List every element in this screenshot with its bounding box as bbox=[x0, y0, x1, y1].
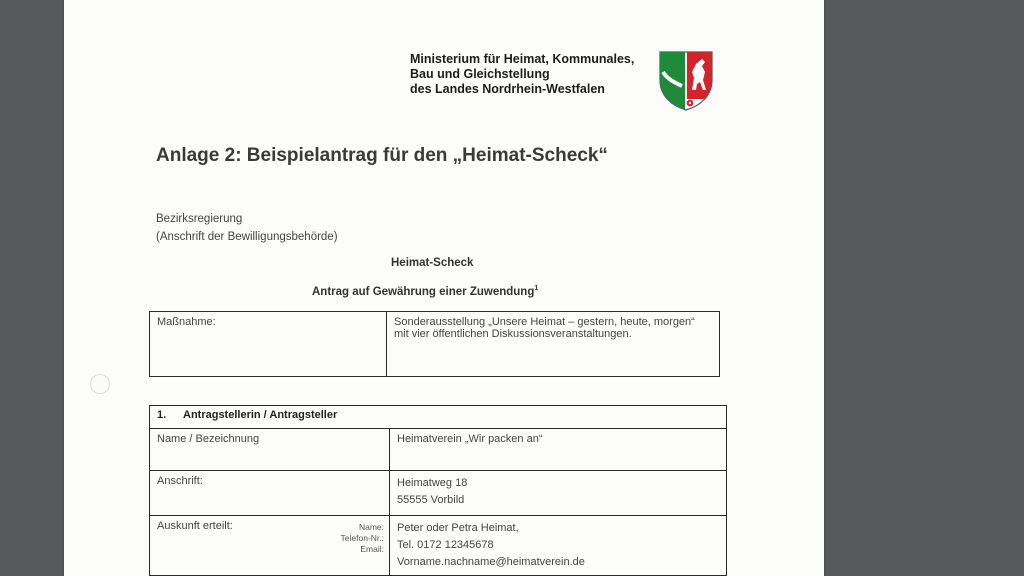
contact-sub-labels bbox=[341, 522, 384, 555]
address-line-2: (Anschrift der Bewilligungsbehörde) bbox=[156, 231, 338, 243]
ministry-line-3: des Landes Nordrhein-Westfalen bbox=[410, 82, 605, 96]
name-value: Heimatverein „Wir packen an“ bbox=[390, 429, 727, 471]
document-page bbox=[64, 0, 824, 576]
address-label: Anschrift: bbox=[150, 471, 390, 516]
contact-phone: Tel. 0172 12345678 bbox=[397, 539, 494, 551]
ministry-name bbox=[410, 52, 634, 97]
section-number: 1. bbox=[157, 409, 167, 421]
address-value bbox=[390, 471, 727, 516]
measure-row bbox=[150, 312, 720, 377]
form-subtitle-text: Antrag auf Gewährung einer Zuwendung bbox=[312, 285, 535, 298]
contact-phone-label: Telefon-Nr.: bbox=[340, 533, 384, 543]
form-subtitle bbox=[312, 285, 824, 298]
name-label: Name / Bezeichnung bbox=[150, 429, 390, 471]
recipient-address bbox=[156, 210, 338, 246]
ministry-line-1: Ministerium für Heimat, Kommunales, bbox=[410, 52, 635, 66]
contact-email: Vorname.nachname@heimatverein.de bbox=[397, 556, 585, 568]
measure-table bbox=[149, 311, 720, 377]
ministry-line-2: Bau und Gleichstellung bbox=[410, 67, 550, 81]
applicant-name-row bbox=[150, 429, 727, 471]
applicant-table bbox=[149, 405, 727, 576]
nrw-coat-of-arms-icon bbox=[658, 50, 714, 112]
contact-label-cell bbox=[150, 516, 390, 576]
footnote-marker: 1 bbox=[534, 285, 539, 292]
contact-name-label: Name: bbox=[358, 522, 384, 532]
contact-label: Auskunft erteilt: bbox=[157, 520, 233, 532]
measure-value: Sonderausstellung „Unsere Heimat – gestern, heute, morgen“ mit vier öffentlichen Diskussionsveranstaltungen. bbox=[387, 312, 720, 377]
applicant-header bbox=[150, 406, 727, 429]
address-line-1: Bezirksregierung bbox=[156, 213, 243, 225]
address-value-line-1: Heimatweg 18 bbox=[397, 477, 468, 489]
measure-label: Maßnahme: bbox=[150, 312, 387, 377]
applicant-contact-row bbox=[150, 516, 727, 576]
section-title: Antragstellerin / Antragsteller bbox=[183, 409, 338, 421]
contact-name: Peter oder Petra Heimat, bbox=[397, 522, 519, 534]
applicant-address-row bbox=[150, 471, 727, 516]
contact-value bbox=[390, 516, 727, 576]
form-title: Heimat-Scheck bbox=[391, 257, 474, 269]
address-value-line-2: 55555 Vorbild bbox=[397, 494, 465, 506]
punch-hole bbox=[90, 374, 110, 394]
page-title: Anlage 2: Beispielantrag für den „Heimat-Scheck“ bbox=[156, 145, 608, 166]
contact-email-label: Email: bbox=[360, 544, 384, 554]
applicant-header-row bbox=[150, 406, 727, 429]
